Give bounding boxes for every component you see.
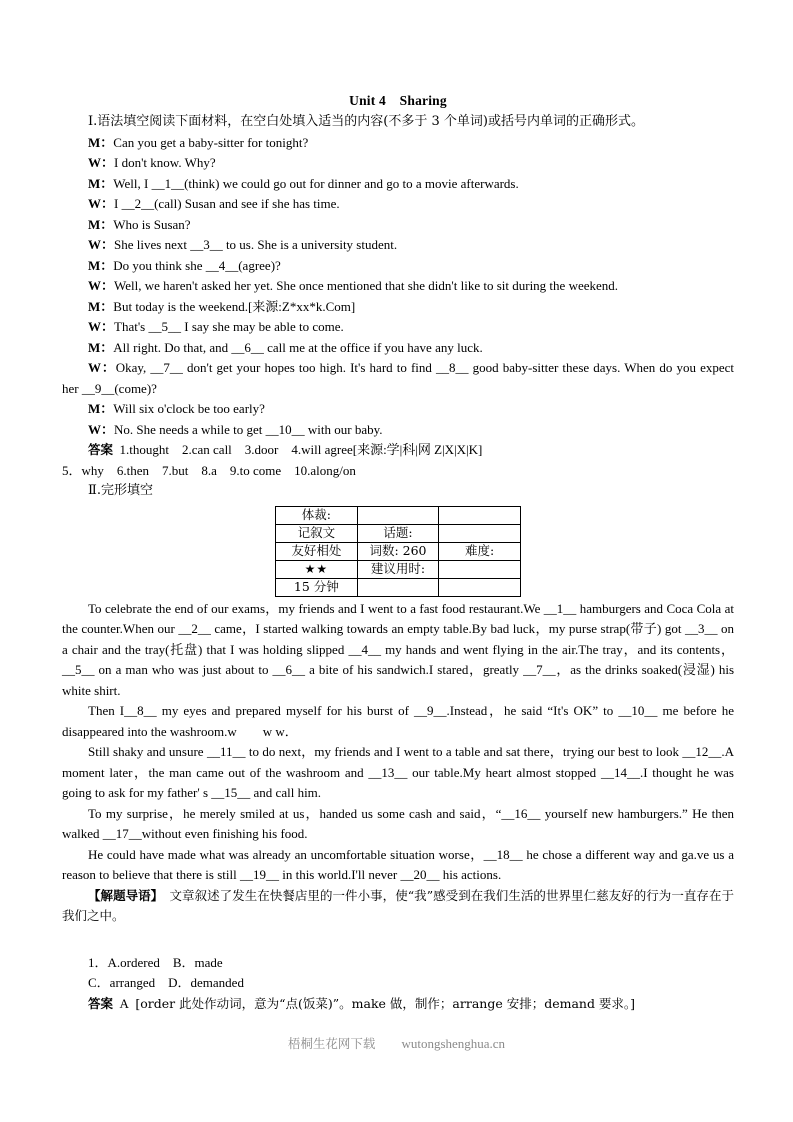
- dialogue-text: Do you think she __4__(agree)?: [113, 257, 281, 273]
- dialogue-line: [62, 235, 734, 256]
- dialogue-text: Can you get a baby-sitter for tonight?: [113, 134, 309, 150]
- section1-heading: Ⅰ.语法填空阅读下面材料，在空白处填入适当的内容(不多于 3 个单词)或括号内单词的正确形式。: [88, 114, 644, 129]
- passage-info-table-wrap: [62, 506, 734, 597]
- table-cell: 15 分钟: [276, 578, 358, 596]
- passage-paragraph: Then I__8__ my eyes and prepared myself for his burst of __9__.Instead，he said “It's OK” to __10__ me before he disappeared into the washroom.w w w．: [62, 703, 734, 739]
- table-cell: 词数: 260: [357, 542, 439, 560]
- footer-site-name: 梧桐生花网下载: [287, 1036, 376, 1051]
- dialogue-speaker: W：: [88, 421, 115, 437]
- footer-site-url: wutongshenghua.cn: [401, 1036, 506, 1051]
- dialogue-speaker: M：: [88, 134, 114, 150]
- question-options-line-1: 1．A.ordered B．made: [88, 954, 223, 970]
- dialogue-line: [62, 174, 734, 195]
- dialogue-line: [62, 338, 734, 359]
- table-cell: 难度:: [439, 542, 521, 560]
- spacer: [62, 927, 734, 953]
- dialogue-text: Well, we haren't asked her yet. She once mentioned that she didn't like to sit during the weekend.: [114, 278, 619, 293]
- passage-info-table: [275, 506, 521, 597]
- question-options-line-2: C．arranged D．demanded: [88, 975, 244, 990]
- table-cell: [439, 560, 521, 578]
- guide-text: 文章叙述了发生在快餐店里的一件小事，使“我”感受到在我们生活的世界里仁慈友好的行为一直存在于我们之中。: [62, 887, 734, 923]
- table-cell: [357, 506, 439, 524]
- dialogue-line: [62, 256, 734, 277]
- dialogue-text: She lives next __3__ to us. She is a university student.: [114, 237, 398, 252]
- dialogue-line: [62, 153, 734, 174]
- dialogue-speaker: M：: [88, 298, 114, 314]
- table-cell: [439, 524, 521, 542]
- question-answer-line: [62, 994, 734, 1015]
- dialogue-speaker: W：: [88, 278, 115, 293]
- dialogue-line: [62, 399, 734, 420]
- section1-answers-line-1: [62, 440, 734, 461]
- document-content: [62, 92, 734, 1014]
- section2-heading: Ⅱ.完形填空: [88, 483, 153, 498]
- table-cell: 建议用时:: [357, 560, 439, 578]
- table-cell: [439, 578, 521, 596]
- difficulty-stars: ★★: [276, 560, 358, 578]
- dialogue-speaker: W：: [88, 319, 115, 334]
- dialogue-text: Who is Susan?: [113, 216, 191, 232]
- table-row: [276, 578, 521, 596]
- answer-label: 答案: [88, 442, 114, 457]
- dialogue-text: No. She needs a while to get __10__ with our baby.: [114, 421, 383, 437]
- dialogue-text: I don't know. Why?: [114, 155, 216, 170]
- page-title: Unit 4 Sharing: [349, 93, 447, 108]
- dialogue-speaker: M：: [88, 339, 114, 355]
- dialogue-text: Will six o'clock be too early?: [113, 401, 265, 416]
- dialogue-speaker: M：: [88, 216, 114, 232]
- dialogue-line: [62, 317, 734, 338]
- table-cell: [357, 578, 439, 596]
- table-cell: 记叙文: [276, 524, 358, 542]
- table-cell: 体裁:: [276, 506, 358, 524]
- answer-label: 答案: [88, 995, 114, 1011]
- passage-paragraph: He could have made what was already an uncomfortable situation worse，__18__ he chose a different way and ga.ve us a reason to believe that there is still __19__ in this world.I'll never __20__ his actions.: [62, 846, 734, 882]
- table-cell: [439, 506, 521, 524]
- passage-paragraph: Still shaky and unsure __11__ to do next，my friends and I went to a table and sat there，trying our best to look __12__.A moment later，the man came out of the washroom and __13__ our table.My heart almost stopped __14__.I thought he was going to ask for my father' s __15__ and call him.: [62, 744, 734, 800]
- dialogue-line: [62, 358, 734, 399]
- dialogue-speaker: W：: [88, 196, 115, 211]
- answer-letter: A: [119, 995, 129, 1011]
- dialogue-line: [62, 194, 734, 215]
- dialogue-line: [62, 276, 734, 297]
- answer-values: 1.thought 2.can call 3.door 4.will agree[来源:学|科|网 Z|X|X|K]: [119, 442, 483, 457]
- dialogue-speaker: M：: [88, 257, 114, 273]
- dialogue-text: All right. Do that, and __6__ call me at the office if you have any luck.: [113, 339, 483, 355]
- section1-answers-line-2: 5．why 6.then 7.but 8.a 9.to come 10.along/on: [62, 462, 356, 478]
- page-footer: [0, 1034, 793, 1052]
- guide-paragraph: [62, 886, 734, 927]
- dialogue-speaker: M：: [88, 401, 114, 416]
- dialogue-speaker: W：: [88, 237, 115, 252]
- table-cell: 友好相处: [276, 542, 358, 560]
- table-row: [276, 560, 521, 578]
- dialogue-text: Okay, __7__ don't get your hopes too high. It's hard to find __8__ good baby-sitter these days. When do you expect her __9__(come)?: [62, 360, 734, 396]
- dialogue-text: I __2__(call) Susan and see if she has time.: [114, 196, 340, 211]
- dialogue-text: But today is the weekend.[来源:Z*xx*k.Com]: [113, 298, 356, 314]
- dialogue-line: [62, 420, 734, 441]
- table-cell: 话题:: [357, 524, 439, 542]
- dialogue-text: Well, I __1__(think) we could go out for dinner and go to a movie afterwards.: [113, 175, 519, 191]
- table-row: [276, 524, 521, 542]
- table-row: [276, 542, 521, 560]
- dialogue-speaker: W：: [88, 155, 115, 170]
- guide-label: 【解题导语】: [88, 887, 157, 903]
- dialogue-line: [62, 133, 734, 154]
- dialogue-line: [62, 215, 734, 236]
- dialogue-speaker: W：: [88, 360, 116, 375]
- dialogue-text: That's __5__ I say she may be able to come.: [114, 319, 344, 334]
- dialogue-line: [62, 297, 734, 318]
- table-row: [276, 506, 521, 524]
- answer-explanation: [order 此处作动词，意为“点(饭菜)”。make 做，制作；arrange 安排；demand 要求。]: [135, 995, 636, 1011]
- passage-paragraph: To my surprise，he merely smiled at us，handed us some cash and said，“__16__ yourself new hamburgers.” He then walked __17__without even finishing his food.: [62, 805, 734, 841]
- dialogue-speaker: M：: [88, 175, 114, 191]
- passage-paragraph: To celebrate the end of our exams，my friends and I went to a fast food restaurant.We __1__ hamburgers and Coca Cola at the counter.When our __2__ came，I started walking towards an empty table.By bad luck，my purse strap(带子) got __3__ on a chair and the tray(托盘) that I was holding slipped __4__ my hands and went flying in the air.The tray，and its contents，__5__ on a man who was just about to __6__ a bite of his sandwich.I stared，greatly __7__，as the drinks soaked(浸湿) his white shirt.: [62, 600, 734, 698]
